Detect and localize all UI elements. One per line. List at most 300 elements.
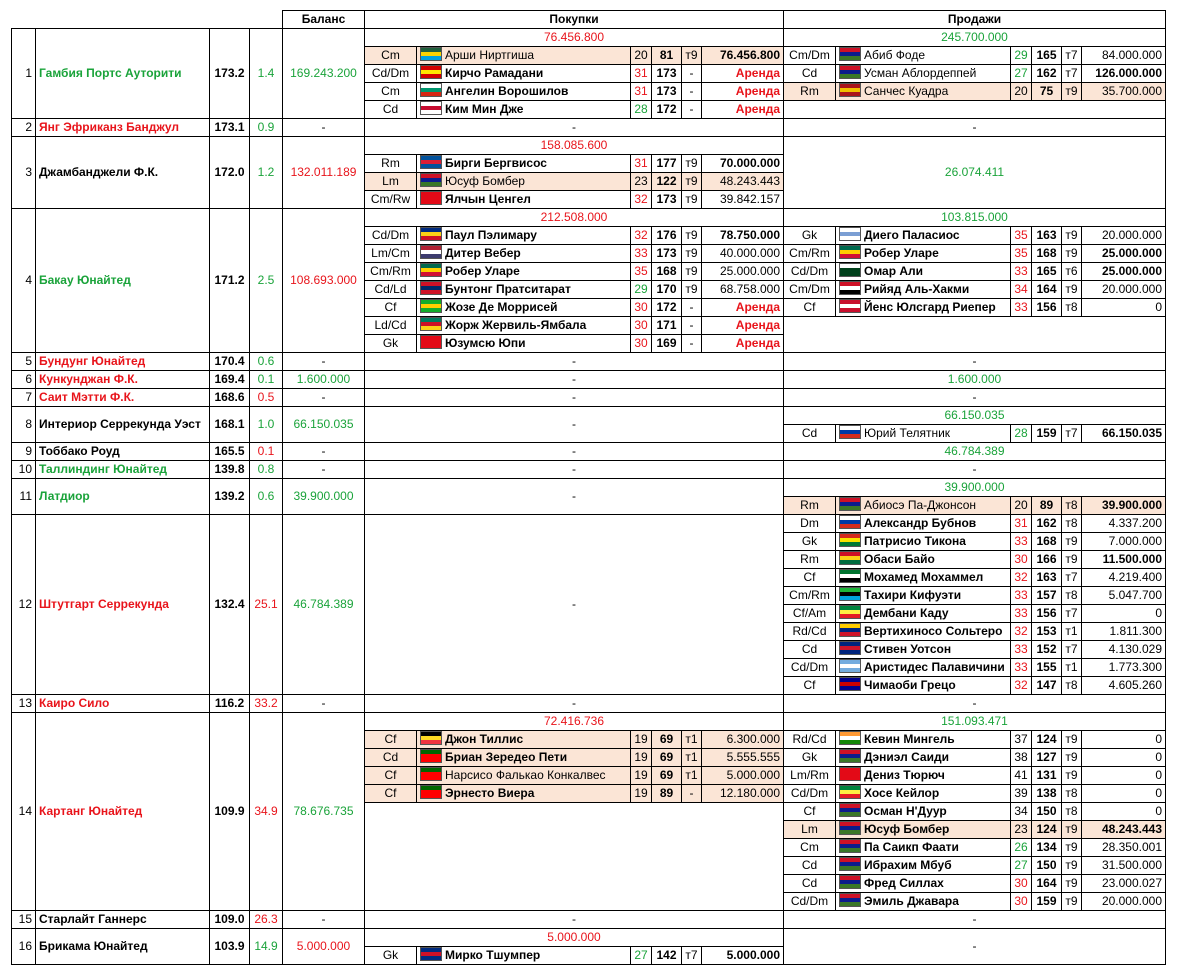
purchase-player-name-text: Робер Уларе [445, 264, 520, 278]
purchase-age: 31 [631, 65, 652, 83]
purchase-rating: 169 [652, 335, 682, 353]
sale-rating: 159 [1032, 893, 1062, 911]
sale-price: 66.150.035 [1082, 425, 1166, 443]
sale-term: т7 [1062, 641, 1082, 659]
sale-term: т8 [1062, 299, 1082, 317]
team-rating-delta: 14.9 [250, 929, 283, 965]
sale-rating: 147 [1032, 677, 1062, 695]
sale-rating: 153 [1032, 623, 1062, 641]
table-row [12, 119, 1166, 137]
flag-gambia-icon [839, 875, 861, 889]
purchase-price: Аренда [702, 299, 784, 317]
sale-player-name [836, 731, 1011, 749]
purchases-total: - [365, 461, 784, 479]
sale-price: 7.000.000 [1082, 533, 1166, 551]
team-rating: 109.9 [210, 713, 250, 911]
purchase-term: - [682, 299, 702, 317]
purchase-player-name [417, 749, 631, 767]
flag-gambia-icon [839, 749, 861, 763]
purchase-player-name-text: Бирги Бергвисос [445, 156, 547, 170]
sale-rating: 131 [1032, 767, 1062, 785]
sale-rating: 165 [1032, 47, 1062, 65]
purchase-age: 20 [631, 47, 652, 65]
purchase-price: 12.180.000 [702, 785, 784, 803]
flag-usa-icon [420, 245, 442, 259]
sale-term: т9 [1062, 767, 1082, 785]
purchase-player-name [417, 65, 631, 83]
team-rating: 168.6 [210, 389, 250, 407]
team-rank: 3 [12, 137, 36, 209]
purchase-age: 28 [631, 101, 652, 119]
sale-player-name-text: Фред Силлах [864, 876, 944, 890]
purchase-term: - [682, 317, 702, 335]
sales-total: - [784, 911, 1166, 929]
sale-position: Cf [784, 299, 836, 317]
flag-gambia-icon [839, 47, 861, 61]
sale-player-name-text: Диего Паласиос [864, 228, 960, 242]
sale-position: Rm [784, 497, 836, 515]
sale-position: Gk [784, 227, 836, 245]
sale-term: т8 [1062, 785, 1082, 803]
purchase-player-name-text: Жозе Де Моррисей [445, 300, 558, 314]
purchase-player-name [417, 317, 631, 335]
sales-total: 103.815.000 [784, 209, 1166, 227]
sales-empty [784, 101, 1166, 119]
purchase-player-name-text: Юсуф Бомбер [445, 174, 525, 188]
flag-portugal-icon [420, 767, 442, 781]
purchase-age: 30 [631, 317, 652, 335]
team-rank: 2 [12, 119, 36, 137]
flag-senegal-icon [839, 785, 861, 799]
sale-rating: 168 [1032, 245, 1062, 263]
sale-player-name [836, 623, 1011, 641]
sale-age: 33 [1011, 263, 1032, 281]
sale-age: 27 [1011, 65, 1032, 83]
sale-term: т6 [1062, 263, 1082, 281]
purchase-age: 30 [631, 335, 652, 353]
sale-rating: 168 [1032, 533, 1062, 551]
purchase-rating: 122 [652, 173, 682, 191]
purchase-age: 31 [631, 83, 652, 101]
team-rating-delta: 26.3 [250, 911, 283, 929]
team-balance: 5.000.000 [283, 929, 365, 965]
sale-age: 33 [1011, 659, 1032, 677]
table-row [12, 911, 1166, 929]
purchase-player-name [417, 767, 631, 785]
purchase-player-name-text: Кирчо Рамадани [445, 66, 544, 80]
team-rank: 13 [12, 695, 36, 713]
purchases-total: - [365, 407, 784, 443]
sale-player-name-text: Стивен Уотсон [864, 642, 952, 656]
table-row [12, 713, 1166, 731]
sale-player-name-text: Робер Уларе [864, 246, 939, 260]
purchase-position: Rm [365, 155, 417, 173]
team-rating: 139.2 [210, 479, 250, 515]
purchase-term: т9 [682, 227, 702, 245]
team-name: Бакау Юнайтед [36, 209, 210, 353]
sale-player-name [836, 821, 1011, 839]
team-rank: 11 [12, 479, 36, 515]
purchase-age: 35 [631, 263, 652, 281]
purchase-term: т9 [682, 263, 702, 281]
sale-position: Cm [784, 839, 836, 857]
sale-price: 1.773.300 [1082, 659, 1166, 677]
header-row [12, 11, 1166, 29]
purchase-price: 68.758.000 [702, 281, 784, 299]
team-rating-delta: 0.1 [250, 371, 283, 389]
team-balance: 39.900.000 [283, 479, 365, 515]
purchase-term: т1 [682, 767, 702, 785]
team-balance: - [283, 695, 365, 713]
team-rank: 4 [12, 209, 36, 353]
team-rating: 169.4 [210, 371, 250, 389]
purchase-rating: 89 [652, 785, 682, 803]
team-name: Тоббако Роуд [36, 443, 210, 461]
team-balance: - [283, 461, 365, 479]
sale-age: 32 [1011, 677, 1032, 695]
sale-player-name [836, 605, 1011, 623]
sale-rating: 159 [1032, 425, 1062, 443]
sales-total: - [784, 695, 1166, 713]
team-name: Саит Мэтти Ф.К. [36, 389, 210, 407]
purchases-total: - [365, 443, 784, 461]
sale-price: 0 [1082, 749, 1166, 767]
team-rating: 132.4 [210, 515, 250, 695]
purchase-term: т9 [682, 155, 702, 173]
sale-age: 33 [1011, 533, 1032, 551]
sale-term: т9 [1062, 875, 1082, 893]
purchases-total: - [365, 515, 784, 695]
flag-south-korea-icon [420, 101, 442, 115]
team-rating-delta: 0.6 [250, 479, 283, 515]
sale-age: 38 [1011, 749, 1032, 767]
sale-price: 0 [1082, 299, 1166, 317]
sale-position: Cd/Dm [784, 893, 836, 911]
sale-player-name [836, 839, 1011, 857]
purchase-price: 5.555.555 [702, 749, 784, 767]
team-rating-delta: 33.2 [250, 695, 283, 713]
purchase-price: 39.842.157 [702, 191, 784, 209]
sale-position: Cd/Dm [784, 785, 836, 803]
purchase-position: Cf [365, 767, 417, 785]
flag-gambia-icon [839, 65, 861, 79]
flag-bulgaria-icon [420, 83, 442, 97]
sale-player-name-text: Йенс Юлсгард Риепер [864, 300, 996, 314]
sale-age: 23 [1011, 821, 1032, 839]
purchase-player-name-text: Ким Мин Дже [445, 102, 524, 116]
purchase-player-name-text: Ялчын Ценгел [445, 192, 531, 206]
purchase-rating: 172 [652, 101, 682, 119]
team-rank: 8 [12, 407, 36, 443]
team-rank: 12 [12, 515, 36, 695]
team-rating: 172.0 [210, 137, 250, 209]
sale-price: 126.000.000 [1082, 65, 1166, 83]
sales-total: - [784, 389, 1166, 407]
sale-term: т9 [1062, 731, 1082, 749]
sale-price: 25.000.000 [1082, 263, 1166, 281]
team-balance: 46.784.389 [283, 515, 365, 695]
purchase-player-name [417, 731, 631, 749]
team-rating-delta: 0.8 [250, 461, 283, 479]
header-sales: Продажи [784, 11, 1166, 29]
sale-age: 20 [1011, 497, 1032, 515]
sale-price: 0 [1082, 785, 1166, 803]
purchase-player-name [417, 173, 631, 191]
sale-age: 35 [1011, 245, 1032, 263]
purchase-player-name-text: Юзумсю Юпи [445, 336, 526, 350]
purchase-term: т1 [682, 731, 702, 749]
sale-player-name-text: Вертихиносо Сольтеро [864, 624, 1003, 638]
purchase-player-name-text: Мирко Тшумпер [445, 948, 541, 962]
flag-gambia-icon [839, 821, 861, 835]
purchase-player-name [417, 47, 631, 65]
sale-term: т8 [1062, 677, 1082, 695]
purchase-position: Lm [365, 173, 417, 191]
purchases-total: 76.456.800 [365, 29, 784, 47]
flag-pakistan-icon [839, 263, 861, 277]
sale-price: 4.130.029 [1082, 641, 1166, 659]
table-row [12, 389, 1166, 407]
purchase-rating: 142 [652, 947, 682, 965]
sale-player-name-text: Усман Аблордеппей [864, 66, 977, 80]
sale-age: 34 [1011, 281, 1032, 299]
sale-rating: 156 [1032, 299, 1062, 317]
purchase-term: - [682, 335, 702, 353]
sale-rating: 166 [1032, 551, 1062, 569]
sale-position: Gk [784, 749, 836, 767]
purchase-term: - [682, 785, 702, 803]
purchases-total: - [365, 695, 784, 713]
purchase-price: 6.300.000 [702, 731, 784, 749]
sale-price: 11.500.000 [1082, 551, 1166, 569]
flag-rwanda-icon [420, 47, 442, 61]
purchase-rating: 69 [652, 731, 682, 749]
header-balance: Баланс [283, 11, 365, 29]
sale-player-name [836, 263, 1011, 281]
flag-romania-icon [420, 227, 442, 241]
purchase-term: т9 [682, 245, 702, 263]
purchase-rating: 172 [652, 299, 682, 317]
purchase-age: 33 [631, 245, 652, 263]
sales-total: - [784, 353, 1166, 371]
sale-age: 20 [1011, 83, 1032, 101]
purchase-term: т9 [682, 281, 702, 299]
purchase-price: 5.000.000 [702, 947, 784, 965]
sales-total: 39.900.000 [784, 479, 1166, 497]
flag-togo-icon [420, 263, 442, 277]
flag-turkey-icon [420, 191, 442, 205]
sale-price: 20.000.000 [1082, 281, 1166, 299]
sale-player-name-text: Абиосэ Па-Джонсон [864, 498, 977, 512]
team-rating-delta: 0.9 [250, 119, 283, 137]
sale-player-name [836, 803, 1011, 821]
team-rating: 103.9 [210, 929, 250, 965]
purchase-age: 19 [631, 785, 652, 803]
flag-turkey-icon [420, 335, 442, 349]
sale-position: Cm/Dm [784, 281, 836, 299]
team-rank: 10 [12, 461, 36, 479]
sale-age: 33 [1011, 605, 1032, 623]
sale-term: т9 [1062, 821, 1082, 839]
purchase-price: 25.000.000 [702, 263, 784, 281]
sale-term: т9 [1062, 227, 1082, 245]
purchase-price: Аренда [702, 65, 784, 83]
purchase-player-name [417, 335, 631, 353]
team-rank: 7 [12, 389, 36, 407]
sale-player-name [836, 893, 1011, 911]
sale-player-name-text: Юсуф Бомбер [864, 822, 950, 836]
sale-position: Lm [784, 821, 836, 839]
sale-position: Dm [784, 515, 836, 533]
team-name: Картанг Юнайтед [36, 713, 210, 911]
sale-position: Cd [784, 425, 836, 443]
purchase-rating: 173 [652, 191, 682, 209]
sale-rating: 134 [1032, 839, 1062, 857]
sale-price: 25.000.000 [1082, 245, 1166, 263]
sale-position: Gk [784, 533, 836, 551]
team-rating: 109.0 [210, 911, 250, 929]
sale-price: 35.700.000 [1082, 83, 1166, 101]
sale-position: Cf [784, 803, 836, 821]
team-rating-delta: 0.1 [250, 443, 283, 461]
sale-price: 4.605.260 [1082, 677, 1166, 695]
sale-rating: 124 [1032, 821, 1062, 839]
purchase-player-name [417, 155, 631, 173]
purchase-player-name [417, 785, 631, 803]
sale-rating: 165 [1032, 263, 1062, 281]
sales-total: 46.784.389 [784, 443, 1166, 461]
sale-price: 4.337.200 [1082, 515, 1166, 533]
team-balance: - [283, 353, 365, 371]
team-rating-delta: 0.6 [250, 353, 283, 371]
purchase-price: 76.456.800 [702, 47, 784, 65]
sales-total: 151.093.471 [784, 713, 1166, 731]
team-rank: 16 [12, 929, 36, 965]
team-balance: 108.693.000 [283, 209, 365, 353]
table-row [12, 407, 1166, 425]
flag-australia-icon [839, 677, 861, 691]
purchase-player-name [417, 299, 631, 317]
flag-portugal-icon [420, 785, 442, 799]
sale-player-name-text: Хосе Кейлор [864, 786, 940, 800]
table-row [12, 479, 1166, 497]
team-rating: 173.1 [210, 119, 250, 137]
sale-age: 32 [1011, 569, 1032, 587]
sale-player-name-text: Абиб Фоде [864, 48, 925, 62]
team-rating-delta: 1.4 [250, 29, 283, 119]
purchase-price: Аренда [702, 335, 784, 353]
team-balance: 132.011.189 [283, 137, 365, 209]
sale-player-name-text: Осман Н'Дуур [864, 804, 947, 818]
sale-price: 5.047.700 [1082, 587, 1166, 605]
sale-rating: 75 [1032, 83, 1062, 101]
team-rating-delta: 2.5 [250, 209, 283, 353]
sale-player-name [836, 659, 1011, 677]
team-rating: 168.1 [210, 407, 250, 443]
sale-player-name [836, 641, 1011, 659]
sale-rating: 150 [1032, 803, 1062, 821]
flag-laos-icon [420, 281, 442, 295]
purchase-age: 31 [631, 155, 652, 173]
sale-age: 26 [1011, 839, 1032, 857]
purchase-price: 70.000.000 [702, 155, 784, 173]
purchase-player-name-text: Бунтонг Пратситарат [445, 282, 571, 296]
purchase-rating: 69 [652, 749, 682, 767]
purchase-price: 48.243.443 [702, 173, 784, 191]
sale-term: т9 [1062, 533, 1082, 551]
sale-player-name [836, 569, 1011, 587]
purchase-player-name-text: Эрнесто Виера [445, 786, 535, 800]
sale-player-name [836, 227, 1011, 245]
team-name: Гамбия Портс Ауторити [36, 29, 210, 119]
table-row [12, 929, 1166, 947]
sale-term: т9 [1062, 551, 1082, 569]
team-rating: 173.2 [210, 29, 250, 119]
purchase-term: т1 [682, 749, 702, 767]
purchase-term: т9 [682, 191, 702, 209]
purchase-position: Cf [365, 785, 417, 803]
purchase-age: 30 [631, 299, 652, 317]
sale-price: 4.219.400 [1082, 569, 1166, 587]
sale-age: 29 [1011, 47, 1032, 65]
sale-rating: 150 [1032, 857, 1062, 875]
sale-player-name-text: Тахири Кифуэти [864, 588, 962, 602]
purchase-price: 78.750.000 [702, 227, 784, 245]
purchases-total: 5.000.000 [365, 929, 784, 947]
team-balance: 78.676.735 [283, 713, 365, 911]
purchase-price: Аренда [702, 83, 784, 101]
sale-player-name [836, 767, 1011, 785]
flag-gambia-icon [420, 173, 442, 187]
purchase-position: Cd/Dm [365, 227, 417, 245]
purchase-position: Cf [365, 731, 417, 749]
team-rating-delta: 0.5 [250, 389, 283, 407]
flag-argentina-icon [839, 659, 861, 673]
flag-turkey-icon [839, 767, 861, 781]
sale-player-name-text: Ибрахим Мбуб [864, 858, 952, 872]
purchase-age: 19 [631, 749, 652, 767]
purchases-total: - [365, 371, 784, 389]
sale-age: 37 [1011, 731, 1032, 749]
team-rating: 165.5 [210, 443, 250, 461]
purchases-total: 158.085.600 [365, 137, 784, 155]
flag-denmark-icon [839, 299, 861, 313]
sale-age: 27 [1011, 857, 1032, 875]
purchase-player-name-text: Дитер Вебер [445, 246, 521, 260]
sale-position: Rm [784, 551, 836, 569]
sale-rating: 156 [1032, 605, 1062, 623]
purchases-total: 72.416.736 [365, 713, 784, 731]
purchases-total: - [365, 479, 784, 515]
team-name: Таллиндинг Юнайтед [36, 461, 210, 479]
purchase-position: Cd/Dm [365, 65, 417, 83]
sale-player-name-text: Патрисио Тикона [864, 534, 966, 548]
table-row [12, 29, 1166, 47]
sales-total: 66.150.035 [784, 407, 1166, 425]
flag-liechtenstein-icon [420, 947, 442, 961]
purchases-total: - [365, 911, 784, 929]
purchase-term: т7 [682, 947, 702, 965]
sale-term: т8 [1062, 515, 1082, 533]
sale-player-name [836, 587, 1011, 605]
sale-position: Cd [784, 641, 836, 659]
flag-new-zealand-icon [839, 641, 861, 655]
sale-player-name-text: Обаси Байо [864, 552, 935, 566]
sale-price: 0 [1082, 803, 1166, 821]
purchase-age: 32 [631, 191, 652, 209]
sale-rating: 162 [1032, 515, 1062, 533]
team-rating: 170.4 [210, 353, 250, 371]
